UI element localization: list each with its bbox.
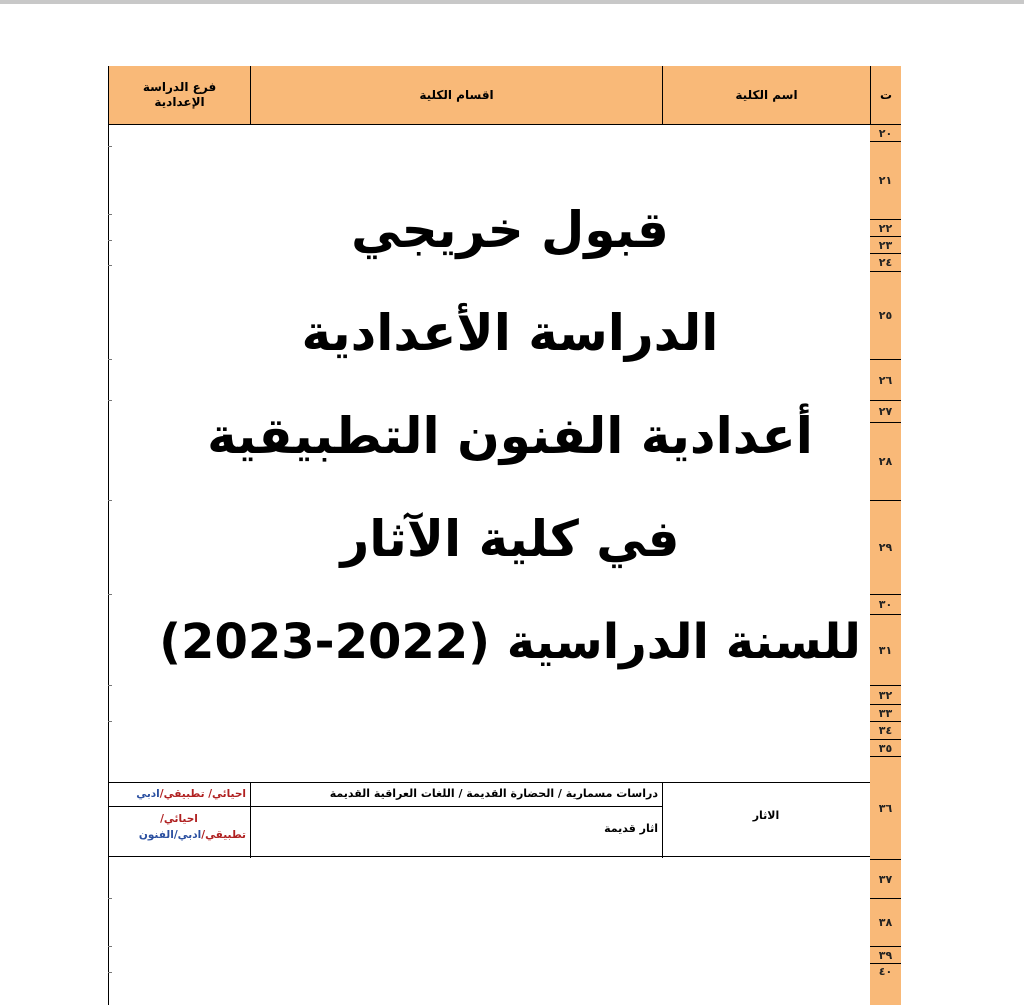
branch-blue: ادبي	[177, 829, 202, 841]
archaeology-row-bottom-border	[108, 856, 870, 857]
header-departments: اقسام الكلية	[250, 66, 662, 124]
row-number: ٢٦	[870, 359, 901, 400]
row-number: ٣٩	[870, 946, 901, 963]
branch-list-1	[112, 788, 246, 800]
header-bottom-border	[108, 124, 901, 125]
archaeology-subrow-border	[108, 806, 662, 807]
header-college-name: اسم الكلية	[662, 66, 870, 124]
row-number: ٢٥	[870, 271, 901, 359]
row-tick	[108, 594, 112, 595]
announcement-line-1: قبول خريجي	[351, 201, 669, 259]
header-branch	[109, 66, 250, 124]
row-number: ٣٨	[870, 898, 901, 946]
announcement-line-5: للسنة الدراسية (2022-2023)	[159, 614, 861, 670]
branch-blue: ادبي	[136, 788, 160, 800]
row-tick	[108, 240, 112, 241]
archaeology-dept-border	[250, 782, 251, 858]
branch-sep: /	[173, 829, 178, 841]
table-left-border	[108, 66, 109, 1005]
row-tick	[108, 359, 112, 360]
row-number: ٢٣	[870, 236, 901, 253]
row-tick	[108, 146, 112, 147]
archaeology-college-border	[662, 782, 663, 858]
announcement-line-3: أعدادية الفنون التطبيقية	[207, 407, 813, 465]
dept-cuneiform-studies: دراسات مسمارية / الحضارة القديمة / اللغات العراقية القديمة	[329, 787, 658, 800]
header-branch-line2: الإعدادية	[154, 95, 205, 109]
college-name-archaeology: الاثار	[752, 809, 780, 822]
row-number: ٣٣	[870, 704, 901, 721]
row-number: ٣٢	[870, 685, 901, 704]
row-tick	[108, 946, 112, 947]
row-tick	[108, 898, 112, 899]
row-tick	[108, 214, 112, 215]
announcement-overlay	[130, 200, 890, 700]
row-number: ٢٠	[870, 124, 901, 141]
row-number: ٢٢	[870, 219, 901, 236]
row-tick	[108, 500, 112, 501]
row-tick	[108, 400, 112, 401]
row-number: ٢٧	[870, 400, 901, 422]
branch-sep: /	[201, 829, 206, 841]
row-tick	[108, 972, 112, 973]
dept-ancient-archaeology: اثار قديمة	[604, 822, 658, 835]
row-tick	[108, 265, 112, 266]
row-number: ٣٥	[870, 739, 901, 756]
branch-red: تطبيقي	[205, 829, 246, 841]
branch-list-2	[112, 811, 246, 843]
row-number: ٢٤	[870, 253, 901, 271]
top-border	[0, 0, 1024, 4]
row-tick	[108, 685, 112, 686]
branch-blue: الفنون	[138, 829, 174, 841]
branch-red-line: احيائي/	[160, 813, 198, 825]
row-number: ٣٤	[870, 721, 901, 739]
branch-sep: /	[159, 788, 164, 800]
announcement-line-2: الدراسة الأعدادية	[301, 304, 719, 362]
row-number: ٢١	[870, 141, 901, 219]
row-number: ٤٠	[870, 963, 901, 1005]
archaeology-row-top-border	[108, 782, 870, 783]
announcement-line-4: في كلية الآثار	[340, 510, 680, 568]
header-branch-line1: فرع الدراسة	[142, 80, 217, 94]
row-number: ٣٦	[870, 756, 901, 859]
row-number: ٢٩	[870, 500, 901, 594]
row-number: ٣١	[870, 614, 901, 685]
row-tick	[108, 721, 112, 722]
row-number: ٣٧	[870, 859, 901, 898]
row-number: ٢٨	[870, 422, 901, 500]
header-num: ت	[870, 66, 901, 124]
row-number: ٣٠	[870, 594, 901, 614]
branch-red: احيائي/ تطبيقي	[163, 788, 246, 800]
